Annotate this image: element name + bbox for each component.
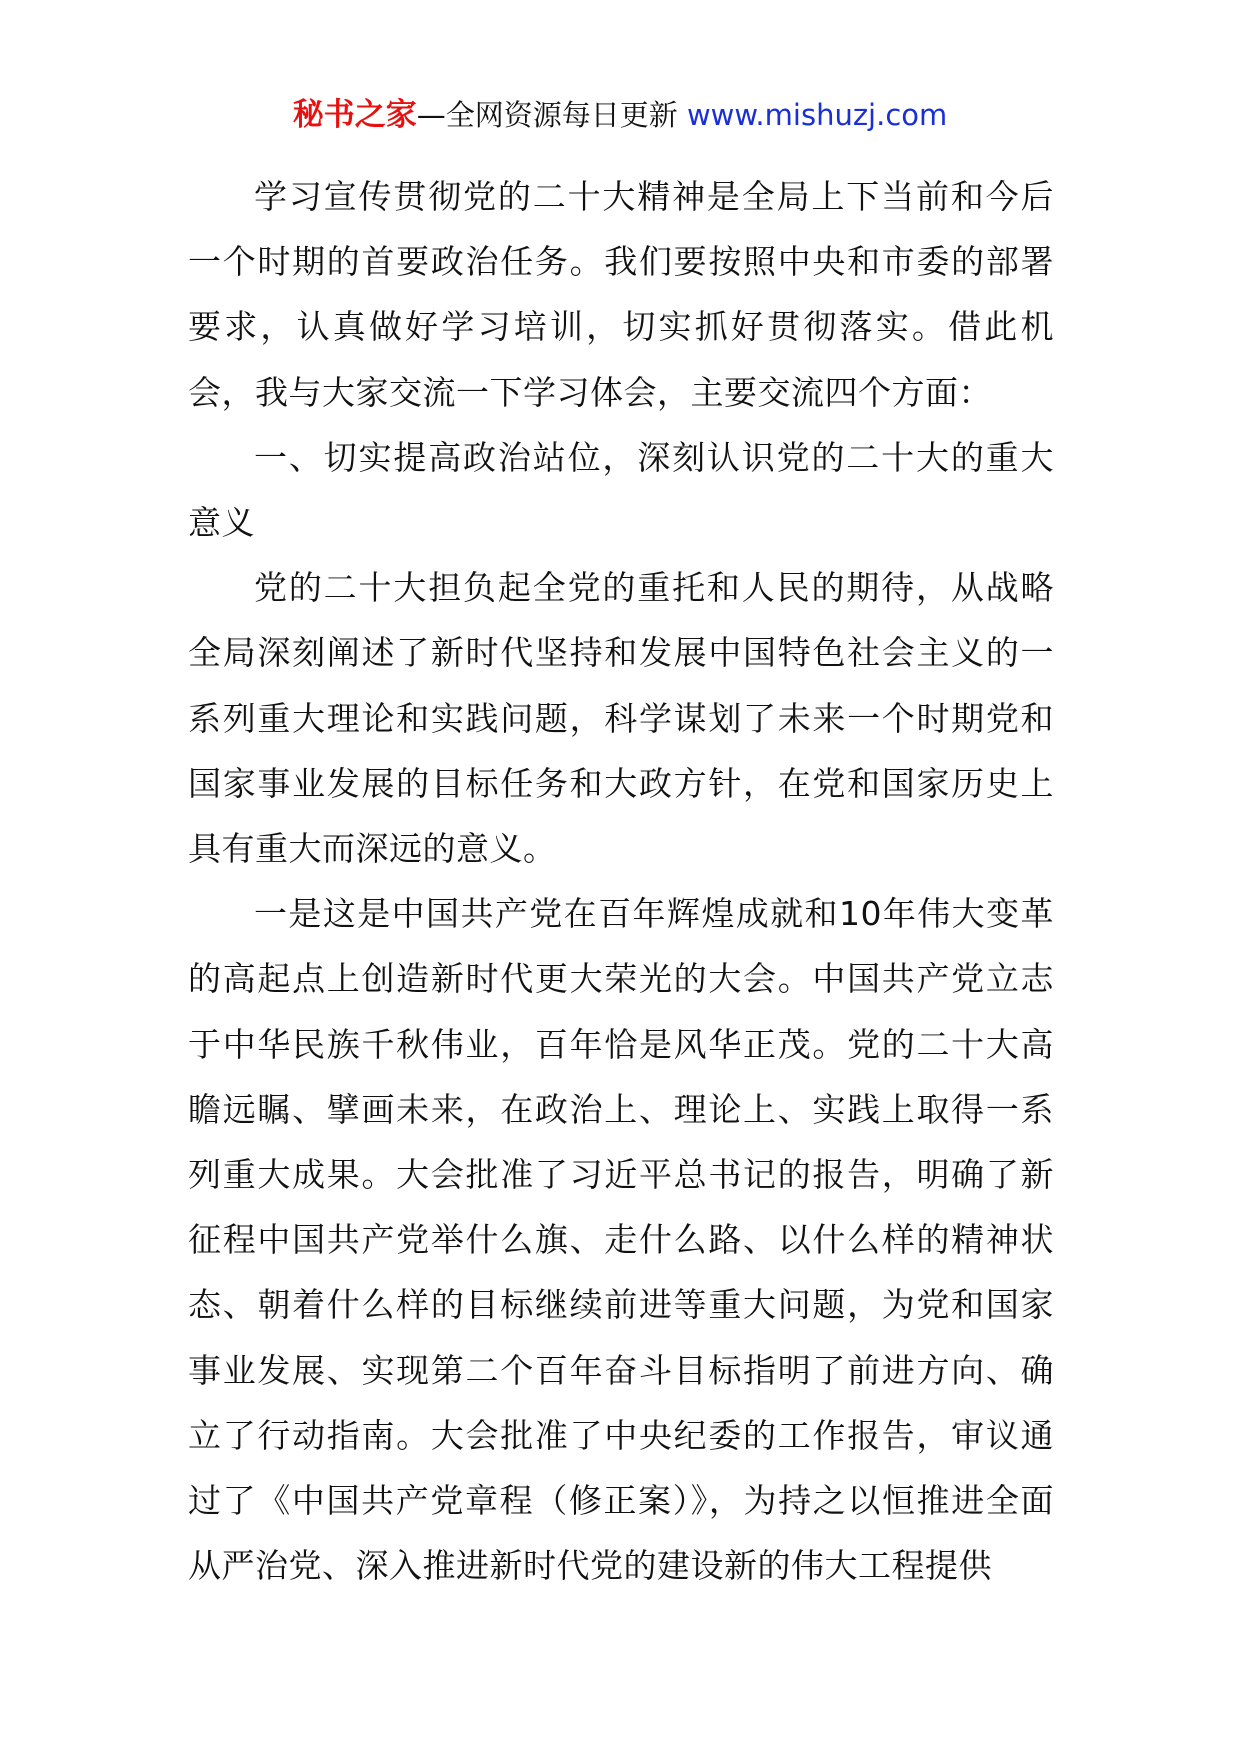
header-tagline: —全网资源每日更新 [416, 98, 687, 132]
body-paragraph: 党的二十大担负起全党的重托和人民的期待，从战略全局深刻阐述了新时代坚持和发展中国特色社会主义的一系列重大理论和实践问题，科学谋划了未来一个时期党和国家事业发展的目标任务和大政方针，在党和国家历史上具有重大而深远的意义。 [188, 568, 1054, 869]
section-heading: 一、切实提高政治站位，深刻认识党的二十大的重大意义 [188, 437, 1054, 543]
intro-paragraph: 学习宣传贯彻党的二十大精神是全局上下当前和今后一个时期的首要政治任务。我们要按照中央和市委的部署要求，认真做好学习培训，切实抓好贯彻落实。借此机会，我与大家交流一下学习体会，主要交流四个方面： [188, 177, 1054, 412]
page-header [0, 95, 1240, 135]
brand-name: 秘书之家 [292, 97, 417, 133]
document-body [188, 164, 1054, 1598]
website-url[interactable]: www.mishuzj.com [686, 98, 948, 132]
body-paragraph: 一是这是中国共产党在百年辉煌成就和10年伟大变革的高起点上创造新时代更大荣光的大会。中国共产党立志于中华民族千秋伟业，百年恰是风华正茂。党的二十大高瞻远瞩、擘画未来，在政治上、理论上、实践上取得一系列重大成果。大会批准了习近平总书记的报告，明确了新征程中国共产党举什么旗、走什么路、以什么样的精神状态、朝着什么样的目标继续前进等重大问题，为党和国家事业发展、实现第二个百年奋斗目标指明了前进方向、确立了行动指南。大会批准了中央纪委的工作报告，审议通过了《中国共产党章程（修正案）》，为持之以恒推进全面从严治党、深入推进新时代党的建设新的伟大工程提供 [188, 894, 1054, 1586]
